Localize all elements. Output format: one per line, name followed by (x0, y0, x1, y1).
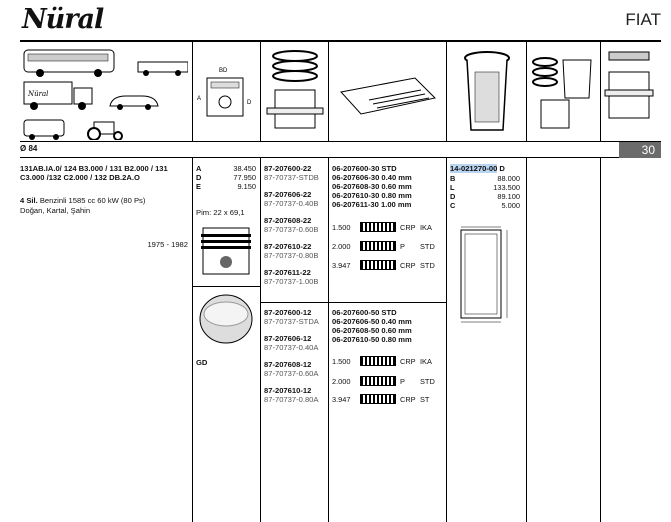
dim-row (450, 192, 520, 201)
ring-code: 06-207600-30 STD (332, 164, 397, 173)
ring-type: P (400, 376, 405, 386)
ring-profile-icon (360, 222, 396, 232)
dim-value: 77.950 (233, 173, 256, 182)
piston-code: 87-207606-12 (264, 334, 312, 343)
dim-value: 5.000 (501, 201, 520, 210)
ring-row (332, 222, 432, 232)
engine-cyl: 4 Sil. (20, 196, 38, 205)
dim-key: D (450, 192, 456, 201)
dim-key: E (196, 182, 201, 191)
empty-column (526, 158, 600, 522)
ring-profile-icon (360, 260, 396, 270)
ring-profile-icon (360, 356, 396, 366)
piston-sub: 87-70737-0.60A (264, 369, 319, 378)
piston-sub: 87-70737-STDB (264, 173, 319, 182)
models-text: 131AB.IA.0/ 124 B3.000 / 131 B2.000 / 131 C3.000 /132 C2.000 / 132 DB.2A.O (20, 164, 168, 182)
ring-note: STD (420, 376, 435, 386)
ring-set-diagram (328, 42, 446, 142)
diagram-row (20, 40, 661, 142)
ring-note: STD (420, 241, 435, 251)
dim-row (450, 201, 520, 210)
engine-text (20, 196, 188, 205)
row-separator (329, 302, 447, 303)
piston-dims (196, 164, 256, 191)
ring-note: IKA (420, 356, 432, 366)
ring-code: 06-207600-50 STD (332, 308, 397, 317)
piston-code: 87-207608-12 (264, 360, 312, 369)
years-text: 1975 - 1982 (147, 240, 188, 249)
vehicles-text: Doğan, Kartal, Şahin (20, 206, 91, 215)
ring-width: 1.500 (332, 222, 351, 232)
dim-key: B (450, 174, 456, 183)
ring-profile-icon (360, 241, 396, 251)
liner-diagram (446, 42, 526, 142)
liner-code-line (450, 164, 505, 173)
dim-key: C (450, 201, 456, 210)
piston-code: 87-207610-22 (264, 242, 312, 251)
ring-width: 2.000 (332, 241, 351, 251)
ring-width: 3.947 (332, 260, 351, 270)
row-separator (193, 286, 261, 287)
svg-text:A: A (197, 96, 202, 102)
application-column (20, 158, 192, 522)
rings-column (328, 158, 446, 522)
ring-type: CRP (400, 222, 416, 232)
svg-text:D: D (247, 100, 252, 106)
piston-code: 87-207600-12 (264, 308, 312, 317)
ring-row (332, 376, 435, 386)
piston-code: 87-207610-12 (264, 386, 312, 395)
ring-width: 2.000 (332, 376, 351, 386)
dim-row (196, 173, 256, 182)
vehicle-icons (22, 46, 188, 140)
liner-dims (450, 174, 520, 210)
dim-key: D (196, 173, 202, 182)
dim-row (196, 182, 256, 191)
dim-value: 133.500 (493, 183, 520, 192)
ring-profile-icon (360, 376, 396, 386)
diameter-label: Ø 84 (20, 144, 38, 153)
svg-text:BD: BD (219, 68, 228, 74)
pin-text: Pim: 22 x 69,1 (196, 208, 245, 217)
liner-section-drawing (451, 224, 517, 326)
dim-row (450, 183, 520, 192)
piston-sub: 87-70737-0.80B (264, 251, 319, 260)
piston-dims-diagram (192, 42, 260, 142)
piston-code: 87-207611-22 (264, 268, 311, 277)
brand-title: FIAT (625, 10, 661, 29)
page-number: 30 (619, 142, 661, 158)
piston-sub: 87-70737-0.40B (264, 199, 319, 208)
piston-image-gd (197, 290, 255, 348)
piston-sub: 87-70737-0.60B (264, 225, 319, 234)
gd-piston-list (264, 308, 319, 404)
ring-type: CRP (400, 356, 416, 366)
ring-set-2-codes (332, 308, 412, 344)
piston-code: 87-207608-22 (264, 216, 312, 225)
ring-row (332, 356, 432, 366)
piston-code: 87-207600-22 (264, 164, 312, 173)
piston-sub: 87-70737-STDA (264, 317, 319, 326)
std-piston-list (264, 164, 319, 286)
dim-key: L (450, 183, 455, 192)
row-separator (261, 302, 329, 303)
liner-column (446, 158, 526, 522)
ring-code: 06-207610-50 0.80 mm (332, 335, 412, 344)
piston-rings-diagram (260, 42, 328, 142)
dim-key: A (196, 164, 202, 173)
piston-code: 87-207606-22 (264, 190, 312, 199)
liner-code: 14-021270-00 (450, 164, 498, 173)
nural-logo: Nüral (22, 4, 104, 35)
dim-value: 38.450 (233, 164, 256, 173)
ring-row (332, 260, 435, 270)
ring-note: IKA (420, 222, 432, 232)
kit-diagram (526, 42, 600, 142)
ring-code: 06-207610-30 0.80 mm (332, 191, 412, 200)
ring-type: CRP (400, 394, 416, 404)
ring-set-1-codes (332, 164, 412, 209)
ring-code: 06-207606-30 0.40 mm (332, 173, 412, 182)
section-bar (20, 142, 661, 158)
piston-sub: 87-70737-0.80A (264, 395, 319, 404)
parts-table (20, 158, 661, 522)
ring-type: P (400, 241, 405, 251)
ring-code: 06-207608-30 0.60 mm (332, 182, 412, 191)
dim-value: 89.100 (497, 192, 520, 201)
ring-width: 3.947 (332, 394, 351, 404)
ring-type: CRP (400, 260, 416, 270)
piston-codes-column (260, 158, 328, 522)
ring-profile-icon (360, 394, 396, 404)
ring-row (332, 241, 435, 251)
dim-row (196, 164, 256, 173)
empty-column (600, 158, 661, 522)
piston-column (192, 158, 260, 522)
dim-value: 88.000 (497, 174, 520, 183)
svg-text:Nüral: Nüral (28, 90, 49, 98)
ring-row (332, 394, 429, 404)
ring-code: 06-207611-30 1.00 mm (332, 200, 412, 209)
piston-image-std (197, 222, 255, 278)
ring-note: STD (420, 260, 435, 270)
engine-desc: Benzinli 1585 cc 60 kW (80 Ps) (39, 196, 146, 205)
ring-width: 1.500 (332, 356, 351, 366)
kit-diagram-2 (600, 42, 661, 142)
ring-code: 06-207606-50 0.40 mm (332, 317, 412, 326)
piston-sub: 87-70737-1.00B (264, 277, 319, 286)
piston-sub: 87-70737-0.40A (264, 343, 319, 352)
gd-label: GD (196, 358, 208, 367)
ring-code: 06-207608-50 0.60 mm (332, 326, 412, 335)
liner-suffix: D (499, 164, 505, 173)
ring-note: ST (420, 394, 430, 404)
dim-row (450, 174, 520, 183)
dim-value: 9.150 (237, 182, 256, 191)
